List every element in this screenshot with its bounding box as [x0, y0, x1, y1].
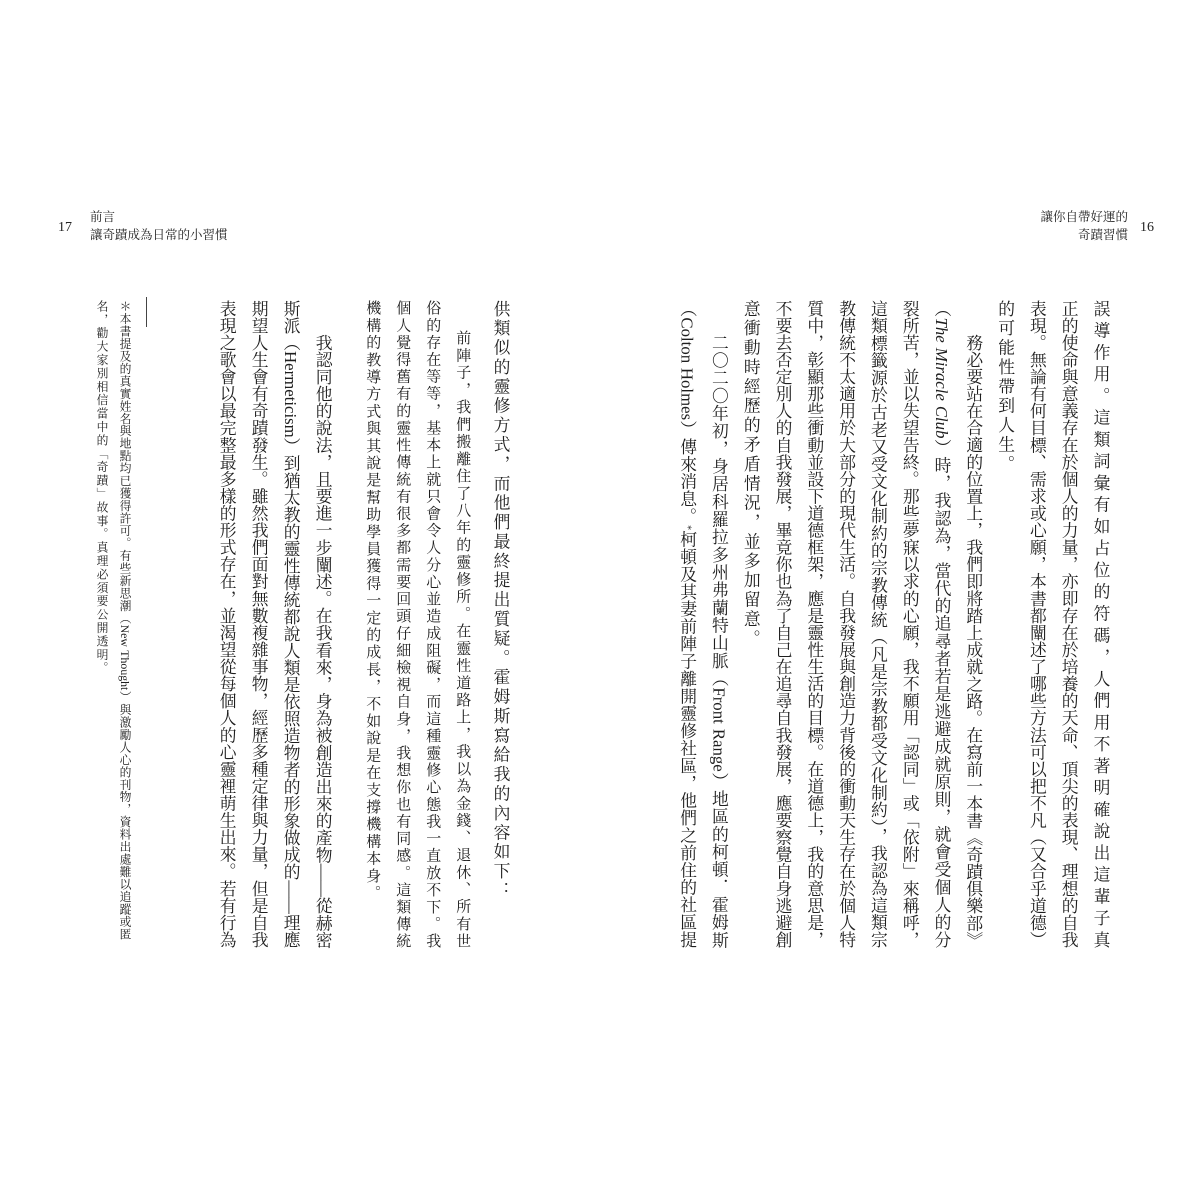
text-column [830, 300, 862, 948]
text-column [210, 300, 242, 948]
text-segment: 柯頓及其妻前陣子離開靈修社區，他們之前住的社區提 [677, 530, 697, 948]
footnote [90, 300, 136, 940]
book-title-line-2: 奇蹟習慣 [1077, 228, 1128, 242]
text-column [925, 300, 957, 948]
text-segment: 不要去否定別人的自我發展，畢竟你也為了自己在追尋自我發展，應要察覺自身逃避創 [773, 300, 793, 948]
block-quote [357, 300, 477, 948]
footnote-marker: * [681, 525, 693, 531]
text-segment: 機構的教導方式與其說是幫助學員獲得一定的成長，不如說是在支撐機構本身。 [364, 300, 381, 902]
text-column [306, 300, 338, 948]
text-segment: 質中，彰顯那些衝動並設下道德框架，應是靈性生活的目標。在道德上，我的意思是， [804, 300, 824, 948]
page-number-right: 16 [1140, 220, 1154, 235]
text-segment: 誤導作用。這類詞彙有如占位的符碼，人們用不著明確說出這輩子真 [1091, 300, 1110, 948]
text-column [766, 300, 798, 948]
footnote-column [90, 300, 113, 940]
footnote-separator [146, 297, 147, 327]
text-column [798, 300, 830, 948]
text-column [1084, 300, 1116, 948]
text-segment: 斯派（Hermeticism）到猶太教的靈性傳統都說人類是依照造物者的形象做成的——理應 [281, 300, 301, 948]
running-header-right [1040, 208, 1128, 244]
book-title-italic: The Miracle Club [932, 317, 952, 439]
text-column [703, 300, 735, 948]
text-segment: 我認同他的說法，且要進一步闡述。在我看來，身為被創造出來的產物——從赫密 [313, 333, 333, 948]
text-segment: 表現。無論有何目標、需求或心願，本書都闡述了哪些方法可以把不凡（又合乎道德） [1027, 300, 1047, 948]
book-title-line-1: 讓你自帶好運的 [1040, 210, 1128, 224]
text-segment: 個人覺得舊有的靈性傳統有很多都需要回頭仔細檢視自身，我想你也有同感。這類傳統 [394, 300, 411, 948]
text-segment: （Colton Holmes）傳來消息。 [677, 300, 697, 526]
text-column [484, 300, 516, 948]
text-segment: 意衝動時經歷的矛盾情況，並多加留意。 [741, 300, 761, 650]
text-segment: 的可能性帶到人生。 [995, 300, 1015, 475]
chapter-title: 讓奇蹟成為日常的小習慣 [90, 228, 228, 242]
page-17-body [210, 300, 516, 948]
quote-column [357, 300, 387, 948]
text-segment: 二〇二〇年初，身居科羅拉多州弗蘭特山脈（Front Range）地區的柯頓．霍姆斯 [709, 333, 729, 948]
text-segment: 期望人生會有奇蹟發生。雖然我們面對無數複雜事物，經歷多種定律與力量，但是自我 [249, 300, 269, 948]
text-column [989, 300, 1021, 948]
paragraph [210, 300, 338, 948]
text-segment: 供類似的靈修方式，而他們最終提出質疑。霍姆斯寫給我的內容如下： [491, 300, 510, 902]
quote-column [417, 300, 447, 948]
text-segment: 前陣子，我們搬離住了八年的靈修所。在靈性道路上，我以為金錢、退休、所有世 [454, 330, 471, 948]
text-column [734, 300, 766, 948]
text-segment: 這類標籤源於古老又受文化制約的宗教傳統（凡是宗教都受文化制約），我認為這類宗 [868, 300, 888, 948]
text-column [671, 300, 703, 948]
text-segment: 裂所苦，並以失望告終。那些夢寐以求的心願，我不願用「認同」或「依附」來稱呼， [900, 300, 920, 948]
text-column [1021, 300, 1053, 948]
page-number-left: 17 [58, 220, 72, 235]
page-16-body [671, 300, 1116, 948]
text-segment: 務必要站在合適的位置上，我們即將踏上成就之路。在寫前一本書《奇蹟俱樂部》 [963, 333, 983, 948]
text-column [274, 300, 306, 948]
text-segment: ＊本書提及的真實姓名與地點均已獲得許可。有些新思潮（New Thought）與激勵人心的刊物，資料出處難以追蹤或匿 [118, 300, 132, 940]
text-segment: 正的使命與意義存在於個人的力量，亦即存在於培養的天命、頂尖的表現、理想的自我 [1059, 300, 1079, 948]
quote-column [447, 300, 477, 948]
text-segment: 名，勸大家別相信當中的「奇蹟」故事。真理必須要公開透明。 [95, 300, 109, 676]
text-column [1052, 300, 1084, 948]
text-segment: ）時，我認為，當代的追尋者若是逃避成就原則，就會受個人的分 [932, 438, 952, 948]
text-column [862, 300, 894, 948]
text-segment: （ [932, 300, 952, 318]
text-segment: 俗的存在等等，基本上就只會令人分心並造成阻礙，而這種靈修心態我一直放不下。我 [424, 300, 441, 948]
text-column [893, 300, 925, 948]
quote-column [387, 300, 417, 948]
text-segment: 教傳統不太適用於大部分的現代生活。自我發展與創造力背後的衝動天生存在於個人特 [836, 300, 856, 948]
text-segment: 表現之歌會以最完整最多樣的形式存在，並渴望從每個人的心靈裡萌生出來。若有行為 [217, 300, 237, 948]
footnote-column [113, 300, 136, 940]
text-column [242, 300, 274, 948]
section-label: 前言 [90, 210, 116, 224]
running-header-left [90, 208, 228, 244]
text-column [957, 300, 989, 948]
